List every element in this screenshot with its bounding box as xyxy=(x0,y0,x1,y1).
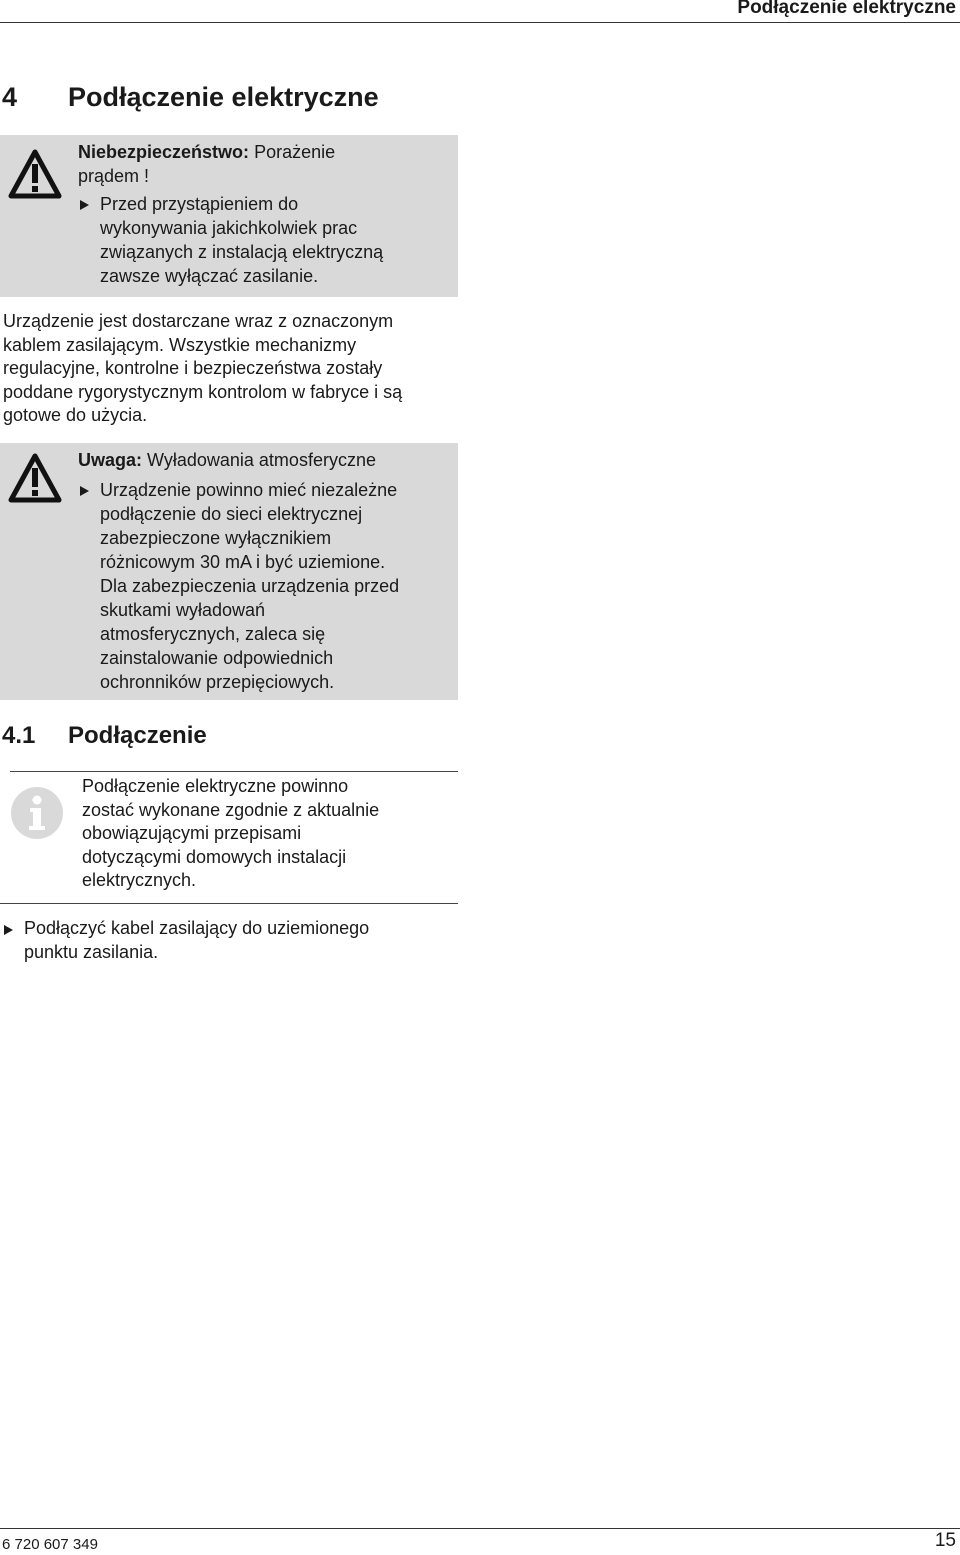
subsection-title: Podłączenie xyxy=(68,722,207,749)
info-icon xyxy=(10,786,64,845)
action-step xyxy=(2,917,464,964)
warning-bullet-line: Urządzenie powinno mieć niezależne xyxy=(100,480,398,500)
danger-bullet xyxy=(78,192,450,288)
info-bottom-divider xyxy=(0,903,458,904)
info-top-divider xyxy=(10,771,458,772)
action-line: Podłączyć kabel zasilający do uziemionego xyxy=(24,918,370,938)
subsection-heading xyxy=(2,722,207,750)
danger-notice-title xyxy=(78,140,450,188)
warning-bullet-line: zainstalowanie odpowiednich xyxy=(100,648,334,668)
danger-bullet-line: Przed przystąpieniem do xyxy=(100,194,299,214)
info-line: dotyczącymi domowych instalacji xyxy=(82,846,347,867)
info-line: obowiązującymi przepisami xyxy=(82,823,302,843)
section-heading xyxy=(2,82,379,113)
warning-notice xyxy=(0,443,458,700)
danger-title-line-1: Porażenie xyxy=(254,142,336,162)
danger-bullet-line: zawsze wyłączać zasilanie. xyxy=(100,266,319,286)
warning-bullet-line: różnicowym 30 mA i być uziemione. xyxy=(100,552,386,572)
footer-document-number: 6 720 607 349 xyxy=(2,1536,98,1553)
warning-bullet-line: atmosferycznych, zaleca się xyxy=(100,624,326,644)
warning-bullet-line: Dla zabezpieczenia urządzenia przed xyxy=(100,576,400,596)
intro-paragraph xyxy=(3,310,453,428)
intro-line: kablem zasilającym. Wszystkie mechanizmy xyxy=(3,334,357,355)
footer-page-number: 15 xyxy=(934,1530,956,1551)
warning-bullet-line: zabezpieczone wyłącznikiem xyxy=(100,528,332,548)
danger-notice-content xyxy=(78,140,450,288)
footer-divider xyxy=(0,1528,960,1529)
warning-triangle-icon xyxy=(8,453,62,508)
bullet-arrow-icon xyxy=(80,200,89,210)
running-header-title: Podłączenie elektryczne xyxy=(737,0,956,18)
warning-title: Wyładowania atmosferyczne xyxy=(147,450,376,470)
danger-bullet-line: związanych z instalacją elektryczną xyxy=(100,242,384,262)
intro-line: gotowe do użycia. xyxy=(3,405,148,425)
info-line: elektrycznych. xyxy=(82,870,197,890)
subsection-number: 4.1 xyxy=(2,722,36,749)
info-line: zostać wykonane zgodnie z aktualnie xyxy=(82,799,380,820)
action-line: punktu zasilania. xyxy=(24,941,159,962)
warning-label: Uwaga: xyxy=(78,450,143,470)
danger-title-line-2: prądem ! xyxy=(78,166,150,186)
info-notice-text xyxy=(82,775,422,893)
info-line: Podłączenie elektryczne powinno xyxy=(82,776,349,796)
warning-triangle-icon xyxy=(8,149,62,204)
bullet-arrow-icon xyxy=(80,486,89,496)
warning-bullet xyxy=(78,478,450,694)
warning-bullet-line: podłączenie do sieci elektrycznej xyxy=(100,504,363,524)
warning-bullet-line: ochronników przepięciowych. xyxy=(100,672,335,692)
danger-bullet-line: wykonywania jakichkolwiek prac xyxy=(100,218,358,238)
bullet-arrow-icon xyxy=(4,925,13,935)
intro-line: poddane rygorystycznym kontrolom w fabryce i są xyxy=(3,381,403,402)
warning-notice-content xyxy=(78,448,450,694)
danger-notice xyxy=(0,135,458,297)
warning-bullet-line: skutkami wyładowań xyxy=(100,600,266,620)
intro-line: Urządzenie jest dostarczane wraz z oznaczonym xyxy=(3,311,394,331)
header-divider xyxy=(0,22,960,23)
intro-line: regulacyjne, kontrolne i bezpieczeństwa zostały xyxy=(3,358,383,378)
section-title: Podłączenie elektryczne xyxy=(68,82,379,112)
section-number: 4 xyxy=(2,82,18,112)
danger-label: Niebezpieczeństwo: xyxy=(78,142,250,162)
warning-notice-title xyxy=(78,448,450,472)
